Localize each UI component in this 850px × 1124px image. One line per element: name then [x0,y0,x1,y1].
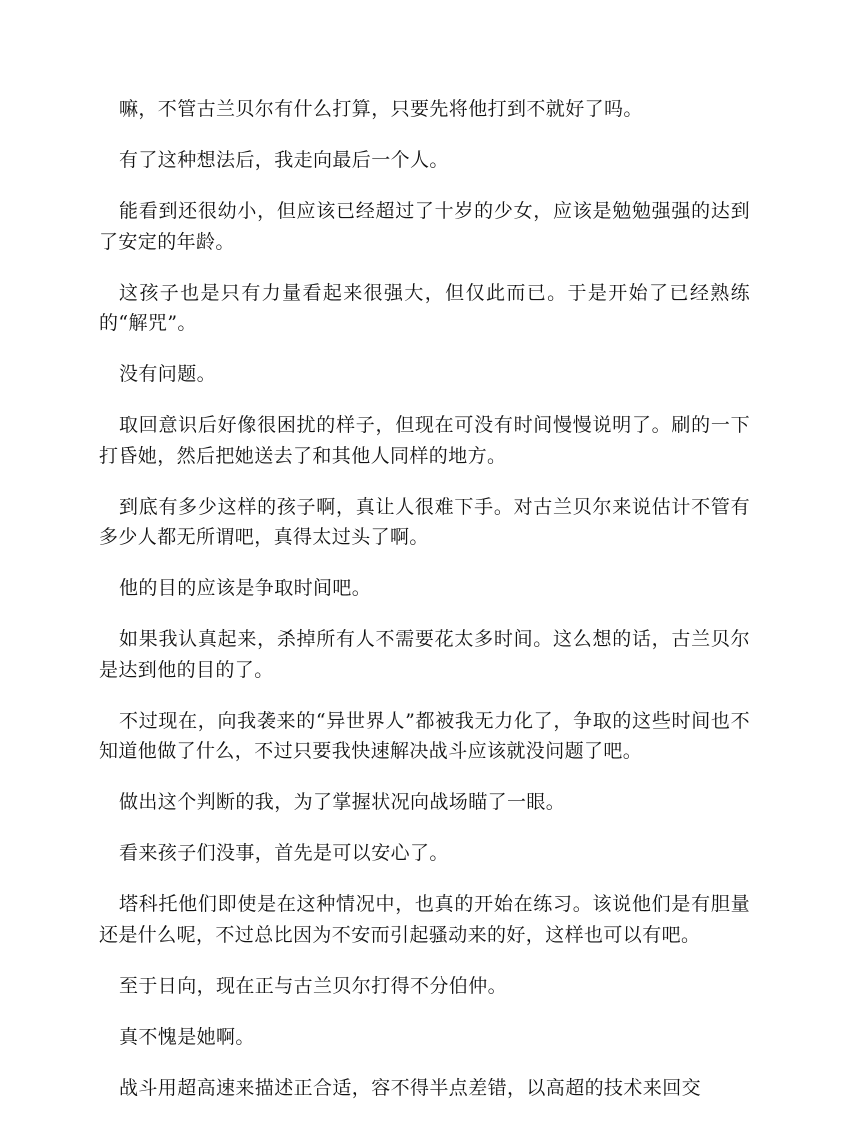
paragraph: 塔科托他们即使是在这种情况中，也真的开始在练习。该说他们是有胆量还是什么呢，不过总比因为不安而引起骚动来的好，这样也可以有吧。 [99,893,750,946]
paragraph: 真不愧是她啊。 [119,1025,255,1048]
document-body [99,94,750,1124]
paragraph: 看来孩子们没事，首先是可以安心了。 [119,842,449,864]
paragraph: 能看到还很幼小，但应该已经超过了十岁的少女，应该是勉勉强强的达到了安定的年龄。 [99,200,750,253]
paragraph: 做出这个判断的我，为了掌握状况向战场瞄了一眼。 [119,791,566,813]
paragraph: 至于日向，现在正与古兰贝尔打得不分伯仲。 [119,974,508,997]
paragraph: 取回意识后好像很困扰的样子，但现在可没有时间慢慢说明了。刷的一下打昏她，然后把她送去了和其他人同样的地方。 [99,414,750,467]
paragraph: 到底有多少这样的孩子啊，真让人很难下手。对古兰贝尔来说估计不管有多少人都无所谓吧，真得太过头了啊。 [99,495,750,548]
paragraph: 嘛，不管古兰贝尔有什么打算，只要先将他打到不就好了吗。 [119,98,643,120]
paragraph: 没有问题。 [119,363,217,385]
paragraph: 战斗用超高速来描述正合适，容不得半点差错，以高超的技术来回交 [119,1076,702,1099]
paragraph: 如果我认真起来，杀掉所有人不需要花太多时间。这么想的话，古兰贝尔是达到他的目的了。 [99,628,750,681]
paragraph: 不过现在，向我袭来的“异世界人”都被我无力化了，争取的这些时间也不知道他做了什么，不过只要我快速解决战斗应该就没问题了吧。 [99,709,750,762]
paragraph: 他的目的应该是争取时间吧。 [119,577,372,599]
paragraph: 有了这种想法后，我走向最后一个人。 [119,149,449,171]
paragraph: 这孩子也是只有力量看起来很强大，但仅此而已。于是开始了已经熟练的“解咒”。 [99,281,750,334]
